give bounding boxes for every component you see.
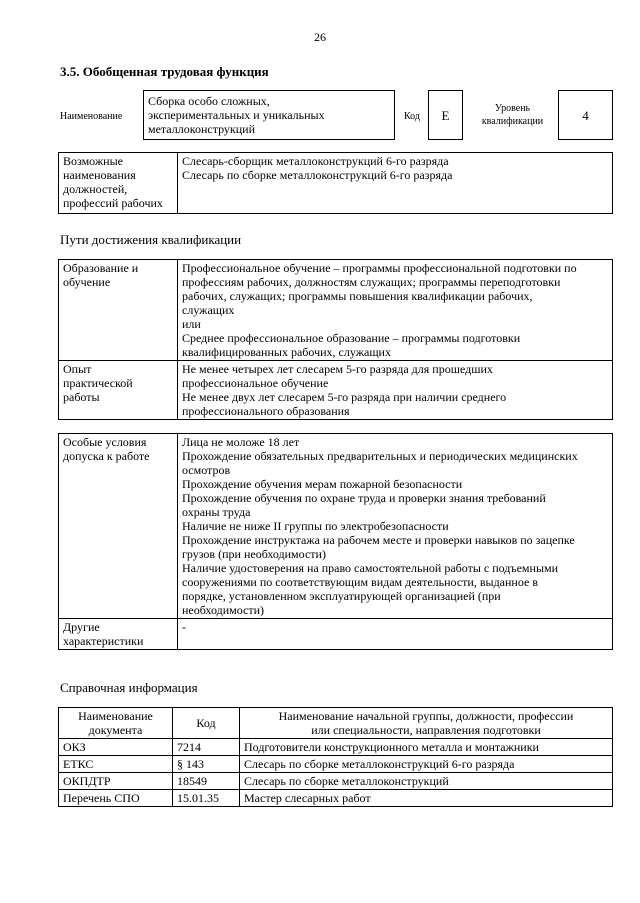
- reference-header-row: [59, 708, 613, 739]
- other-label-line: Другие: [63, 620, 100, 634]
- section-title: 3.5. Обобщенная трудовая функция: [60, 64, 269, 79]
- level-value: 4: [558, 90, 613, 140]
- experience-line: профессиональное обучение: [182, 376, 329, 390]
- position-item: Слесарь по сборке металлоконструкций 6-го разряда: [182, 168, 453, 182]
- ref-header-name: [240, 708, 613, 739]
- education-line: или: [182, 317, 201, 331]
- ref-header-code: Код: [173, 708, 240, 739]
- experience-line: Не менее четырех лет слесарем 5-го разряда для прошедших: [182, 362, 493, 376]
- experience-label-line: Опыт: [63, 362, 92, 376]
- education-label: [59, 260, 178, 361]
- conditions-values: [178, 434, 613, 619]
- position-item: Слесарь-сборщик металлоконструкций 6-го разряда: [182, 154, 449, 168]
- ref-header-line: Наименование начальной группы, должности, профессии: [278, 709, 574, 723]
- condition-line: Прохождение инструктажа на рабочем месте и проверки навыков по зацепке: [182, 533, 575, 547]
- name-value-line: экспериментальных и уникальных: [148, 108, 325, 122]
- ref-name: Мастер слесарных работ: [240, 790, 613, 807]
- education-table: [58, 259, 613, 420]
- name-value-line: металлоконструкций: [148, 122, 256, 136]
- condition-line: порядке, установленном эксплуатирующей организацией (при: [182, 589, 501, 603]
- conditions-table: [58, 433, 613, 650]
- education-line: квалифицированных рабочих, служащих: [182, 345, 391, 359]
- level-label-line: квалификации: [481, 116, 544, 127]
- ref-header-line: документа: [88, 723, 143, 737]
- ref-doc: Перечень СПО: [59, 790, 173, 807]
- table-row: [59, 739, 613, 756]
- education-line: Среднее профессиональное образование – программы подготовки: [182, 331, 521, 345]
- ref-code: 7214: [173, 739, 240, 756]
- ref-code: 15.01.35: [173, 790, 240, 807]
- conditions-label-line: допуска к работе: [63, 449, 150, 463]
- condition-line: Лица не моложе 18 лет: [182, 435, 300, 449]
- condition-line: Наличие не ниже II группы по электробезопасности: [182, 519, 449, 533]
- other-value: -: [178, 619, 613, 650]
- code-value: E: [428, 90, 463, 140]
- paths-title: Пути достижения квалификации: [60, 232, 242, 247]
- name-value-box: [143, 90, 395, 140]
- ref-code: 18549: [173, 773, 240, 790]
- level-label-line: Уровень: [494, 103, 531, 114]
- experience-label-line: практической: [63, 376, 133, 390]
- condition-line: охраны труда: [182, 505, 251, 519]
- education-label-line: обучение: [63, 275, 111, 289]
- positions-label-line: профессий рабочих: [63, 196, 163, 210]
- page-number: 26: [314, 30, 326, 44]
- positions-label-line: Возможные: [63, 154, 123, 168]
- name-label: Наименование: [60, 111, 123, 122]
- education-line: служащих: [182, 303, 235, 317]
- ref-code: § 143: [173, 756, 240, 773]
- experience-line: профессионального образования: [182, 404, 350, 418]
- reference-table: [58, 707, 613, 807]
- positions-table: [58, 152, 613, 214]
- table-row: [59, 790, 613, 807]
- positions-label: [59, 153, 178, 214]
- ref-name: Слесарь по сборке металлоконструкций 6-го разряда: [240, 756, 613, 773]
- positions-label-line: наименования: [63, 168, 136, 182]
- condition-line: осмотров: [182, 463, 231, 477]
- ref-header-line: Наименование: [78, 709, 153, 723]
- education-label-line: Образование и: [63, 261, 139, 275]
- other-label-line: характеристики: [63, 634, 144, 648]
- table-row: [59, 756, 613, 773]
- other-label: [59, 619, 178, 650]
- condition-line: грузов (при необходимости): [182, 547, 326, 561]
- code-label: Код: [404, 111, 420, 122]
- ref-doc: ОКПДТР: [59, 773, 173, 790]
- level-label: [470, 102, 555, 128]
- conditions-label-line: Особые условия: [63, 435, 147, 449]
- positions-values: [178, 153, 613, 214]
- experience-label-line: работы: [63, 390, 100, 404]
- ref-header-doc: [59, 708, 173, 739]
- education-line: профессиям рабочих, должностям служащих; программы переподготовки: [182, 275, 561, 289]
- reference-title: Справочная информация: [60, 680, 198, 695]
- ref-name: Подготовители конструкционного металла и монтажники: [240, 739, 613, 756]
- experience-line: Не менее двух лет слесарем 5-го разряда при наличии среднего: [182, 390, 507, 404]
- education-values: [178, 260, 613, 361]
- ref-doc: ОКЗ: [59, 739, 173, 756]
- condition-line: Прохождение обучения мерам пожарной безопасности: [182, 477, 463, 491]
- condition-line: Наличие удостоверения на право самостоятельной работы с подъемными: [182, 561, 559, 575]
- name-value-line: Сборка особо сложных,: [148, 94, 270, 108]
- education-line: Профессиональное обучение – программы профессиональной подготовки по: [182, 261, 577, 275]
- ref-name: Слесарь по сборке металлоконструкций: [240, 773, 613, 790]
- condition-line: Прохождение обучения по охране труда и проверки знания требований: [182, 491, 546, 505]
- condition-line: необходимости): [182, 603, 265, 617]
- ref-doc: ЕТКС: [59, 756, 173, 773]
- condition-line: Прохождение обязательных предварительных и периодических медицинских: [182, 449, 578, 463]
- conditions-label: [59, 434, 178, 619]
- ref-header-line: или специальности, направления подготовки: [311, 723, 541, 737]
- education-line: рабочих, служащих; программы повышения квалификации рабочих,: [182, 289, 533, 303]
- positions-label-line: должностей,: [63, 182, 128, 196]
- experience-label: [59, 361, 178, 420]
- table-row: [59, 773, 613, 790]
- experience-values: [178, 361, 613, 420]
- condition-line: сооружениями по соответствующим видам деятельности, выданное в: [182, 575, 538, 589]
